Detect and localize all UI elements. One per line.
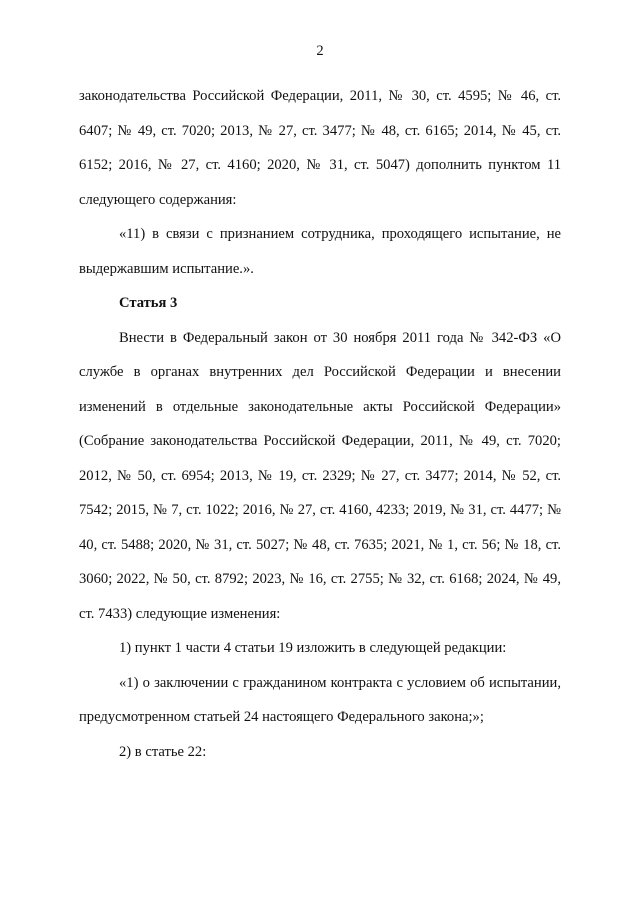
paragraph-amendment-1-text: «1) о заключении с гражданином контракта с условием об испытании, предусмотренном статьей 24 настоящего Федерального закона;»; [79, 674, 561, 725]
article-heading: Статья 3 [119, 295, 178, 311]
paragraph-continuation: законодательства Российской Федерации, 2011, № 30, ст. 4595; № 46, ст. 6407; № 49, ст. 7020; 2013, № 27, ст. 3477; № 48, ст. 6165; 2014, № 45, ст. 6152; 2016, № 27, ст. 4160; 2020, № 31, ст. 5047) дополнить пунктом 11 следующего содержания: [79, 88, 561, 208]
paragraph-amendment-2: 2) в статье 22: [119, 743, 207, 760]
page-number: 2 [316, 43, 324, 59]
paragraph-amendment-1: 1) пункт 1 части 4 статьи 19 изложить в следующей редакции: [119, 640, 507, 656]
document-body [79, 79, 561, 769]
paragraph-article-3-intro: Внести в Федеральный закон от 30 ноября 2011 года № 342-ФЗ «О службе в органах внутренних дел Российской Федерации и внесении изменений в отдельные законодательные акты Российской Федерации» (Собрание законодательства Российской Федерации, 2011, № 49, ст. 7020; 2012, № 50, ст. 6954; 2013, № 19, ст. 2329; № 27, ст. 3477; 2014, № 52, ст. 7542; 2015, № 7, ст. 1022; 2016, № 27, ст. 4160, 4233; 2019, № 31, ст. 4477; № 40, ст. 5488; 2020, № 31, ст. 5027; № 48, ст. 7635; 2021, № 1, ст. 56; № 18, ст. 3060; 2022, № 50, ст. 8792; 2023, № 16, ст. 2755; № 32, ст. 6168; 2024, № 49, ст. 7433) следующие изменения: [79, 329, 561, 622]
paragraph-point-11: «11) в связи с признанием сотрудника, проходящего испытание, не выдержавшим испытание.». [79, 226, 561, 277]
